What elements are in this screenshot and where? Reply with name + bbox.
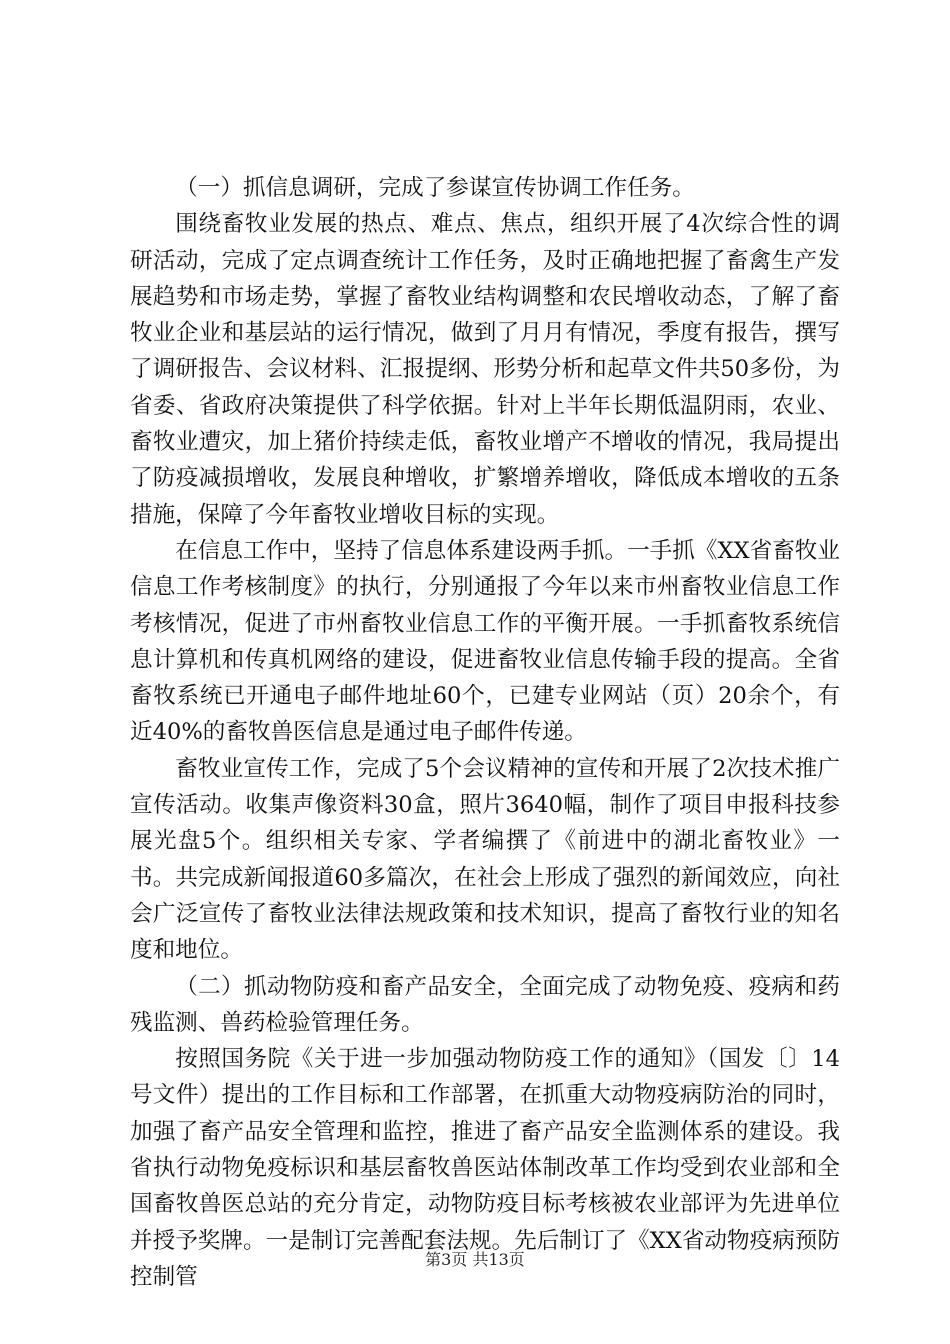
paragraph-heading-1: （一）抓信息调研，完成了参谋宣传协调工作任务。 [175,175,695,201]
paragraph-heading-2: （二）抓动物防疫和畜产品安全，全面完成了动物免疫、疫病和药残监测、兽药检验管理任务。 [130,973,840,1036]
page-footer: 第3页 共13页 [425,1250,525,1269]
paragraph: 在信息工作中，坚持了信息体系建设两手抓。一手抓《XX省畜牧业信息工作考核制度》的执行，分别通报了今年以来市州畜牧业信息工作考核情况，促进了市州畜牧业信息工作的平衡开展。一手抓畜牧系统信息计算机和传真机网络的建设，促进畜牧业信息传输手段的提高。全省畜牧系统已开通电子邮件地址60个，已建专业网站（页）20余个，有近40%的畜牧兽医信息是通过电子邮件传递。 [130,537,840,746]
paragraph: 按照国务院《关于进一步加强动物防疫工作的通知》（国发〔〕14号文件）提出的工作目标和工作部署，在抓重大动物疫病防治的同时，加强了畜产品安全管理和监控，推进了畜产品安全监测体系的建设。我省执行动物免疫标识和基层畜牧兽医站体制改革工作均受到农业部和全国畜牧兽医总站的充分肯定，动物防疫目标考核被农业部评为先进单位并授予奖牌。一是制订完善配套法规。先后制订了《XX省动物疫病预防控制管 [130,1046,840,1290]
paragraph: 围绕畜牧业发展的热点、难点、焦点，组织开展了4次综合性的调研活动，完成了定点调查统计工作任务，及时正确地把握了畜禽生产发展趋势和市场走势，掌握了畜牧业结构调整和农民增收动态，了解了畜牧业企业和基层站的运行情况，做到了月月有情况，季度有报告，撰写了调研报告、会议材料、汇报提纲、形势分析和起草文件共50多份，为省委、省政府决策提供了科学依据。针对上半年长期低温阴雨，农业、畜牧业遭灾，加上猪价持续走低，畜牧业增产不增收的情况，我局提出了防疫减损增收，发展良种增收，扩繁增养增收，降低成本增收的五条措施，保障了今年畜牧业增收目标的实现。 [130,211,840,528]
document-body [130,170,840,1295]
paragraph: 畜牧业宣传工作，完成了5个会议精神的宣传和开展了2次技术推广宣传活动。收集声像资料30盒，照片3640幅，制作了项目申报科技参展光盘5个。组织相关专家、学者编撰了《前进中的湖北畜牧业》一书。共完成新闻报道60多篇次，在社会上形成了强烈的新闻效应，向社会广泛宣传了畜牧业法律法规政策和技术知识，提高了畜牧行业的知名度和地位。 [130,755,840,964]
